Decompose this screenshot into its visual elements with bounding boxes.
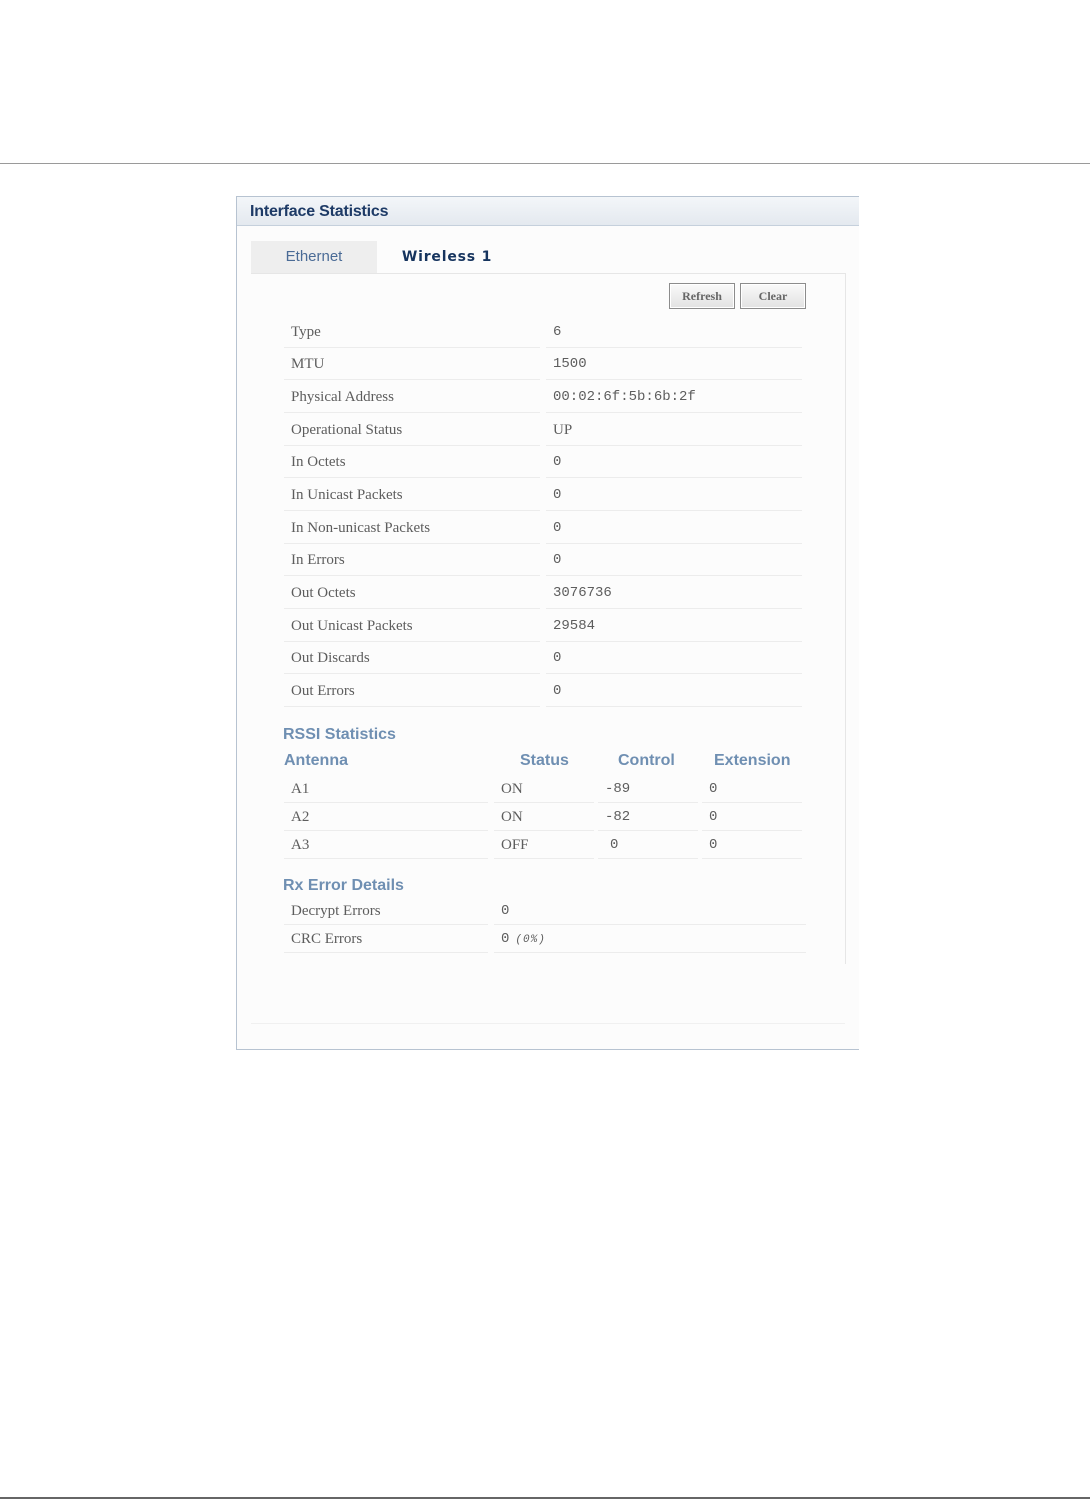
- stat-label: MTU: [284, 349, 540, 380]
- stat-label: Out Unicast Packets: [284, 611, 540, 642]
- tab-ethernet[interactable]: Ethernet: [251, 241, 377, 273]
- stat-label: Operational Status: [284, 415, 540, 446]
- stat-value: 0: [546, 643, 802, 674]
- interface-statistics-panel: [236, 196, 859, 1050]
- stat-label: In Errors: [284, 545, 540, 576]
- rssi-header-antenna: Antenna: [284, 752, 348, 769]
- rx-label: CRC Errors: [284, 925, 488, 953]
- stat-value: 3076736: [546, 578, 802, 609]
- rx-value-number: 0: [501, 931, 510, 947]
- rssi-header-control: Control: [618, 752, 675, 769]
- stat-label: Out Discards: [284, 643, 540, 674]
- stat-value: 0: [546, 545, 802, 576]
- stat-label: In Unicast Packets: [284, 480, 540, 511]
- page-top-rule: [0, 163, 1090, 164]
- stat-value: 0: [546, 513, 802, 544]
- rx-section-title: Rx Error Details: [283, 877, 404, 894]
- stat-label: Physical Address: [284, 382, 540, 413]
- tab-wireless-1[interactable]: Wireless 1: [382, 241, 512, 273]
- stat-value: 0: [546, 447, 802, 478]
- stat-label: In Non-unicast Packets: [284, 513, 540, 544]
- rssi-extension: 0: [702, 775, 802, 803]
- rx-label: Decrypt Errors: [284, 897, 488, 925]
- stat-label: In Octets: [284, 447, 540, 478]
- rssi-control: -82: [598, 803, 698, 831]
- rx-value-percent: (0%): [515, 934, 546, 946]
- rssi-extension: 0: [702, 831, 802, 859]
- rssi-header-extension: Extension: [714, 752, 791, 769]
- rssi-control: -89: [598, 775, 698, 803]
- rssi-control: 0: [598, 831, 698, 859]
- panel-title: Interface Statistics: [237, 197, 859, 226]
- rssi-antenna: A2: [284, 803, 488, 831]
- stat-label: Out Octets: [284, 578, 540, 609]
- stat-value: 1500: [546, 349, 802, 380]
- rssi-status: OFF: [494, 831, 594, 859]
- rssi-antenna: A3: [284, 831, 488, 859]
- stat-value: UP: [546, 415, 802, 446]
- refresh-button[interactable]: Refresh: [669, 283, 735, 309]
- stat-value: 0: [546, 676, 802, 707]
- rssi-antenna: A1: [284, 775, 488, 803]
- rx-value-number: 0: [501, 903, 510, 919]
- page-bottom-rule: [0, 1497, 1090, 1499]
- clear-button[interactable]: Clear: [740, 283, 806, 309]
- stat-label: Type: [284, 317, 540, 348]
- rx-value: [494, 897, 806, 925]
- stat-value: 6: [546, 317, 802, 348]
- rssi-section-title: RSSI Statistics: [283, 726, 396, 743]
- stat-value: 0: [546, 480, 802, 511]
- rssi-status: ON: [494, 775, 594, 803]
- rx-value: [494, 925, 806, 953]
- stat-value: 00:02:6f:5b:6b:2f: [546, 382, 802, 413]
- rssi-status: ON: [494, 803, 594, 831]
- rssi-extension: 0: [702, 803, 802, 831]
- panel-footer-area: [251, 963, 845, 1024]
- stat-value: 29584: [546, 611, 802, 642]
- rssi-header-status: Status: [520, 752, 569, 769]
- stat-label: Out Errors: [284, 676, 540, 707]
